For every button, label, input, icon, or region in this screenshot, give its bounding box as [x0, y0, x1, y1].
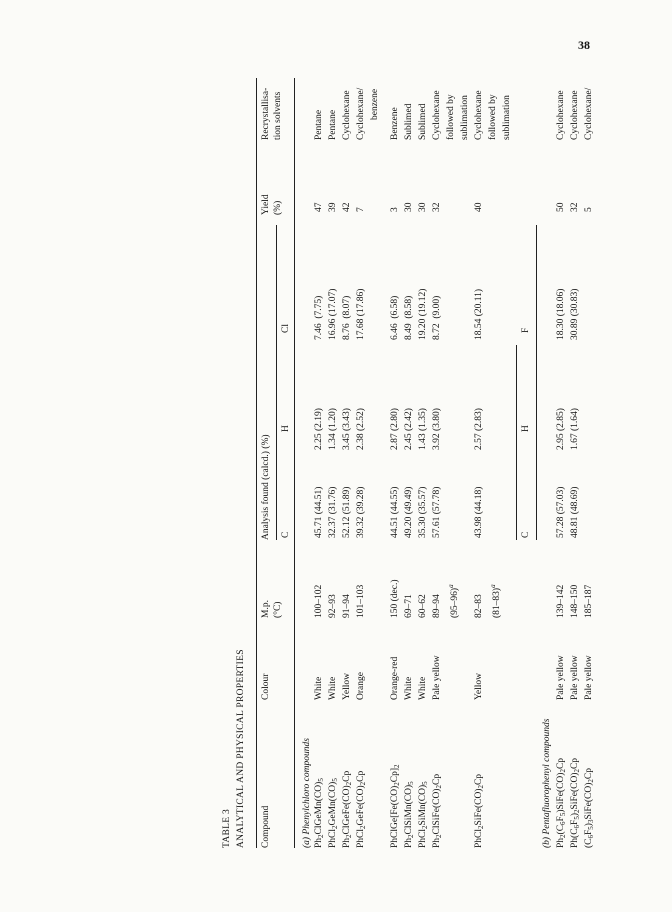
solvent-a8-line3: sublimation: [502, 95, 512, 140]
solvent-a0: Pentane: [314, 109, 324, 140]
mp-a0: 100–102: [314, 584, 324, 618]
yield-a0: 47: [314, 202, 324, 212]
header-b-h: H: [521, 425, 531, 432]
c-a8: 43.98 (44.18): [474, 486, 484, 538]
yield-a8: 40: [474, 202, 484, 212]
h-b0: 2.95 (2.85): [556, 408, 566, 450]
c-a5: 49.20 (49.49): [404, 486, 414, 538]
compound-a8: $PhCl_2SiFe(CO)_2Cp$: [474, 773, 485, 848]
mp-b2: 185–187: [584, 584, 594, 618]
h-a8: 2.57 (2.83): [474, 408, 484, 450]
solvent-a8-line2: followed by: [488, 94, 498, 140]
compound-a1: $PhCl_2GeMn(CO)_5$: [328, 778, 339, 848]
bottom-space: [600, 78, 601, 848]
c-a0: 45.71 (44.51): [314, 486, 324, 538]
colour-a7: Pale yellow: [432, 655, 442, 700]
solvent-a5: Sublimed: [404, 103, 414, 140]
header-yield-unit: (%): [273, 200, 283, 215]
section-b-rule-top: [516, 345, 517, 540]
c-a7: 57.61 (57.78): [432, 486, 442, 538]
solvent-a7-line2: followed by: [446, 94, 456, 140]
header-h: H: [281, 425, 291, 432]
c-a2: 52.12 (51.89): [342, 486, 352, 538]
mp-a8-lit-value: (81–83): [492, 587, 502, 618]
mp-a8: 82–83: [474, 594, 484, 618]
yield-a2: 42: [342, 202, 352, 212]
solvent-a7-line3: sublimation: [460, 95, 470, 140]
cl-a5: 8.49 (8.58): [404, 295, 414, 340]
colour-a3: Orange: [356, 672, 366, 700]
yield-b0: 50: [556, 202, 566, 212]
colour-a2: Yellow: [342, 672, 352, 700]
compound-a3: $PhCl_2GeFe(CO)_2Cp$: [356, 770, 367, 848]
header-b-f: F: [521, 327, 531, 333]
h-a1: 1.34 (1.20): [328, 408, 338, 450]
footnote-mark: a: [447, 584, 455, 588]
compound-b1: $Ph(C_6F_5)_2SiFe(CO)_2Cp$: [570, 757, 581, 848]
cl-a3: 17.68 (17.86): [356, 288, 366, 340]
f-b1: 30.89 (30.83): [570, 288, 580, 340]
header-recryst-2: tion solvents: [273, 91, 283, 140]
mp-a1: 92–93: [328, 594, 338, 618]
colour-a4: Orange-red: [390, 656, 400, 700]
yield-a3: 7: [356, 207, 366, 212]
mp-a5: 69–71: [404, 594, 414, 618]
table-title: ANALYTICAL AND PHYSICAL PROPERTIES: [236, 649, 246, 848]
header-yield: Yield: [261, 194, 271, 215]
solvent-b0: Cyclohexane: [556, 90, 566, 140]
cl-a7: 8.72 (9.00): [432, 295, 442, 340]
solvent-a3: Cyclohexane/: [356, 87, 366, 140]
mp-a4: 150 (dec.): [390, 579, 400, 618]
solvent-a1: Pentane: [328, 109, 338, 140]
yield-b2: 5: [584, 207, 594, 212]
section-b-rule-bottom: [536, 225, 537, 540]
header-cl: Cl: [281, 324, 291, 333]
cl-a8: 18.54 (20.11): [474, 288, 484, 340]
solvent-a3-line2: benzene: [370, 88, 380, 120]
section-b-title: (b) Pentafluorophenyl compounds: [542, 718, 552, 848]
mp-b0: 139–142: [556, 584, 566, 618]
solvent-a6: Sublimed: [418, 103, 428, 140]
colour-a1: White: [328, 676, 338, 700]
yield-a7: 32: [432, 202, 442, 212]
mp-a3: 101–103: [356, 584, 366, 618]
compound-b2: $(C_6F_5)_3SiFe(CO)_2Cp$: [584, 767, 595, 848]
page-number: 38: [578, 38, 590, 52]
colour-a8: Yellow: [474, 672, 484, 700]
section-a-title: (a) Phenylchloro compounds: [302, 738, 312, 848]
colour-a0: White: [314, 676, 324, 700]
c-a6: 35.30 (35.57): [418, 486, 428, 538]
c-a3: 39.32 (39.28): [356, 486, 366, 538]
mp-b1: 148–150: [570, 584, 580, 618]
rotated-table: [216, 40, 636, 880]
yield-a1: 39: [328, 202, 338, 212]
h-a7: 3.92 (3.80): [432, 408, 442, 450]
cl-a2: 8.76 (8.07): [342, 295, 352, 340]
header-analysis: Analysis found (calcd.) (%): [261, 434, 271, 540]
c-b1: 48.81 (48.69): [570, 486, 580, 538]
mp-a8-lit: [486, 584, 504, 618]
header-rule: [294, 78, 295, 848]
mp-a6: 60–62: [418, 594, 428, 618]
compound-a4: $PhClGe[Fe(CO)_2Cp]_2$: [390, 764, 401, 848]
compound-a0: $Ph_2ClGeMn(CO)_5$: [314, 778, 325, 848]
compound-a2: $Ph_2ClGeFe(CO)_2Cp$: [342, 770, 353, 848]
header-b-c: C: [521, 531, 531, 538]
h-a0: 2.25 (2.19): [314, 408, 324, 450]
mp-a2: 91–94: [342, 594, 352, 618]
header-c: C: [281, 531, 291, 538]
header-mp-unit: (°C): [273, 601, 283, 618]
yield-a4: 3: [390, 207, 400, 212]
colour-a6: White: [418, 676, 428, 700]
c-a4: 44.51 (44.55): [390, 486, 400, 538]
f-b0: 18.30 (18.06): [556, 288, 566, 340]
c-a1: 32.37 (31.76): [328, 486, 338, 538]
yield-b1: 32: [570, 202, 580, 212]
solvent-b2: Cyclohexane/: [584, 87, 594, 140]
footnote-mark: a: [489, 584, 497, 588]
h-a5: 2.45 (2.42): [404, 408, 414, 450]
colour-b0: Pale yellow: [556, 655, 566, 700]
header-mp: M.p.: [261, 600, 271, 618]
header-compound: Compound: [261, 805, 271, 848]
h-a6: 1.43 (1.35): [418, 408, 428, 450]
cl-a0: 7.46 (7.75): [314, 295, 324, 340]
solvent-a8: Cyclohexane: [474, 90, 484, 140]
yield-a5: 30: [404, 202, 414, 212]
top-rule: [256, 78, 257, 848]
mp-a7: 89–94: [432, 594, 442, 618]
solvent-a2: Cyclohexane: [342, 90, 352, 140]
h-a4: 2.87 (2.80): [390, 408, 400, 450]
colour-a5: White: [404, 676, 414, 700]
compound-a5: $Ph_2ClSiMn(CO)_5$: [404, 781, 415, 848]
compound-a7: $Ph_2ClSiFe(CO)_2Cp$: [432, 773, 443, 848]
table-label: TABLE 3: [222, 808, 232, 848]
solvent-a4: Benzene: [390, 107, 400, 140]
solvent-b1: Cyclohexane: [570, 90, 580, 140]
header-colour: Colour: [261, 673, 271, 700]
mp-a7-lit: [444, 584, 462, 618]
cl-a6: 19.20 (19.12): [418, 288, 428, 340]
c-b0: 57.28 (57.03): [556, 486, 566, 538]
colour-b1: Pale yellow: [570, 655, 580, 700]
h-b1: 1.67 (1.64): [570, 408, 580, 450]
cl-a4: 6.46 (6.58): [390, 295, 400, 340]
header-recryst: Recrystallisa-: [261, 87, 271, 140]
cl-a1: 16.96 (17.07): [328, 288, 338, 340]
solvent-a7: Cyclohexane: [432, 90, 442, 140]
mp-a7-lit-value: (95–96): [450, 587, 460, 618]
compound-b0: $Ph_2(C_6F_5)SiFe(CO)_2Cp$: [556, 757, 567, 848]
yield-a6: 30: [418, 202, 428, 212]
h-a2: 3.45 (3.43): [342, 408, 352, 450]
h-a3: 2.38 (2.52): [356, 408, 366, 450]
analysis-rule: [276, 225, 277, 540]
colour-b2: Pale yellow: [584, 655, 594, 700]
compound-a6: $PhCl_2SiMn(CO)_5$: [418, 781, 429, 848]
